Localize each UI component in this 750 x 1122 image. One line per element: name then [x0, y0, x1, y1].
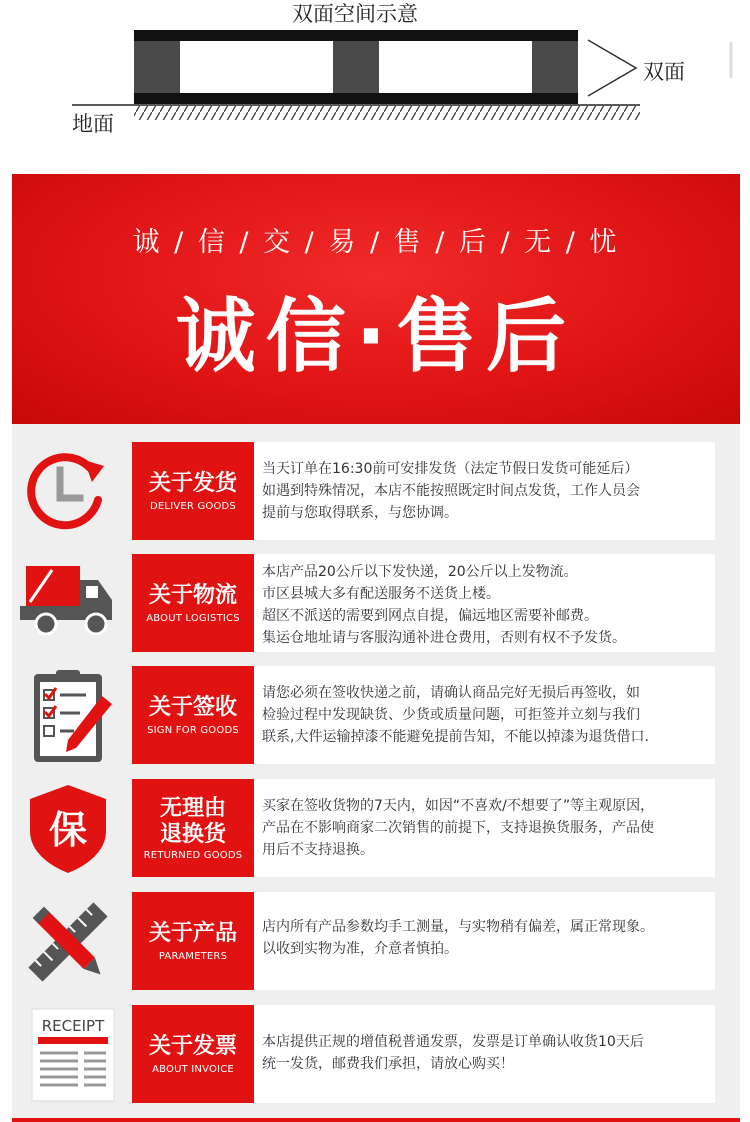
service-description [254, 554, 715, 652]
description-line: 以收到实物为准，介意者慎拍。 [262, 941, 458, 957]
service-description [254, 666, 715, 764]
description-line: 如遇到特殊情况，本店不能按照既定时间点发货，工作人员会 [262, 483, 640, 499]
description-line: 请您必须在签收快递之前，请确认商品完好无损后再签收，如 [262, 685, 640, 701]
service-title: 无理由 [159, 795, 226, 821]
service-title-en: SIGN FOR GOODS [147, 724, 239, 736]
bottom-divider [12, 1118, 740, 1122]
clock-icon [18, 444, 118, 540]
service-row-sign [12, 666, 740, 766]
diagram-title: 双面空间示意 [292, 2, 418, 26]
description-line: 本店提供正规的增值税普通发票，发票是订单确认收货10天后 [262, 1034, 644, 1050]
service-description [254, 779, 715, 877]
receipt-icon [18, 1007, 118, 1103]
service-tag [132, 892, 254, 990]
banner-subtitle: 诚 / 信 / 交 / 易 / 售 / 后 / 无 / 忧 [132, 227, 620, 258]
shield-icon [18, 781, 118, 877]
receipt-label: RECEIPT [41, 1017, 105, 1035]
service-description [254, 892, 715, 990]
service-title-en: PARAMETERS [158, 950, 228, 962]
service-title: 关于签收 [148, 694, 237, 720]
service-row-delivery [12, 442, 740, 542]
after-sales-banner [12, 174, 740, 424]
service-row-returns [12, 779, 740, 879]
description-line: 统一发货，邮费我们承担，请放心购买！ [262, 1056, 514, 1072]
service-title: 关于物流 [148, 582, 237, 608]
banner-title: 诚信·售后 [175, 290, 577, 383]
service-description [254, 1005, 715, 1103]
description-line: 买家在签收货物的7天内，如因“不喜欢/不想要了”等主观原因， [262, 798, 655, 814]
service-title: 关于发货 [148, 470, 237, 496]
service-title: 关于产品 [148, 920, 237, 946]
service-title-en: RETURNED GOODS [143, 849, 243, 861]
service-description [254, 442, 715, 540]
double-side-label: 双面 [643, 60, 685, 84]
service-row-logistics [12, 554, 740, 654]
service-list [12, 424, 740, 1122]
double-sided-diagram [0, 0, 750, 150]
description-line: 产品在不影响商家二次销售的前提下，支持退换货服务，产品使 [262, 820, 654, 836]
truck-icon [18, 556, 118, 652]
description-line: 联系,大件运输掉漆不能避免提前告知，不能以掉漆为退货借口. [262, 729, 649, 745]
description-line: 当天订单在16:30前可安排发货（法定节假日发货可能延后） [262, 461, 639, 477]
service-tag [132, 1005, 254, 1103]
service-tag [132, 554, 254, 652]
shield-char: 保 [48, 808, 88, 852]
service-title-en: DELIVER GOODS [150, 500, 236, 512]
service-tag [132, 666, 254, 764]
floor-label: 地面 [72, 112, 114, 136]
description-line: 超区不派送的需要到网点自提，偏远地区需要补邮费。 [262, 608, 598, 624]
service-title-en: ABOUT LOGISTICS [146, 612, 240, 624]
description-line: 本店产品20公斤以下发快递，20公斤以上发物流。 [262, 564, 578, 580]
description-line: 用后不支持退换。 [262, 842, 374, 858]
pencil-ruler-icon [18, 894, 118, 990]
description-line: 提前与您取得联系，与您协调。 [262, 505, 458, 521]
clipboard-icon [18, 668, 118, 764]
description-line: 集运仓地址请与客服沟通补进仓费用，否则有权不予发货。 [262, 630, 626, 646]
description-line: 市区县城大多有配送服务不送货上楼。 [262, 586, 500, 602]
service-title-line2: 退换货 [159, 821, 226, 847]
service-row-parameters [12, 892, 740, 992]
description-line: 检验过程中发现缺货、少货或质量问题，可拒签并立刻与我们 [262, 707, 640, 723]
service-tag [132, 779, 254, 877]
service-title-en: ABOUT INVOICE [152, 1063, 234, 1075]
service-tag [132, 442, 254, 540]
service-title: 关于发票 [148, 1033, 237, 1059]
service-row-invoice [12, 1005, 740, 1105]
description-line: 店内所有产品参数均手工测量，与实物稍有偏差，属正常现象。 [262, 919, 654, 935]
